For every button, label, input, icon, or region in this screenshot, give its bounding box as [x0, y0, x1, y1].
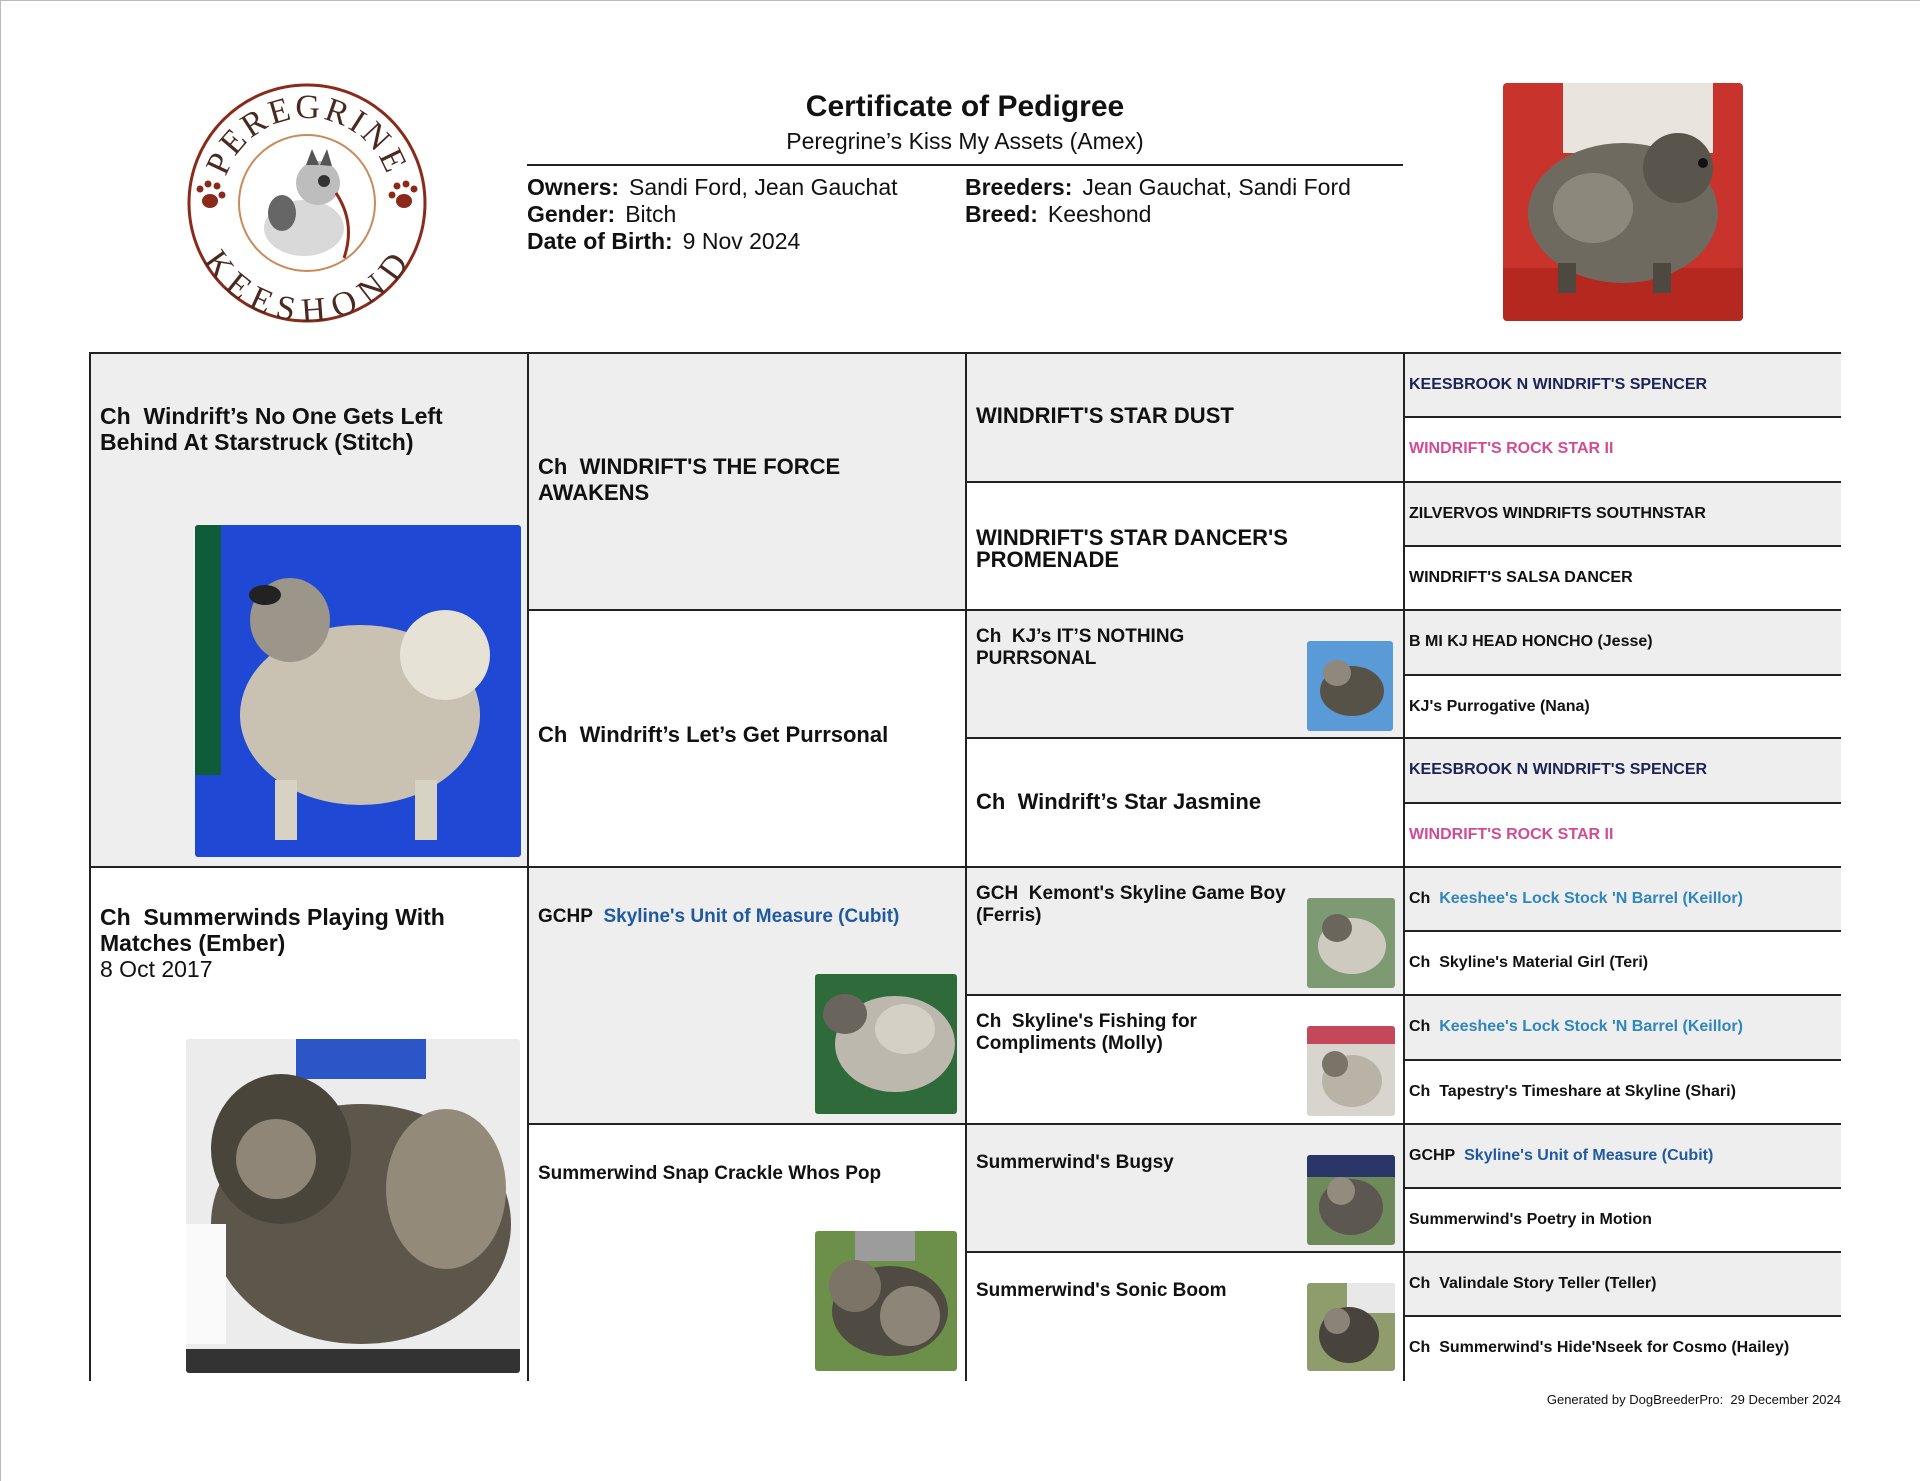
gen4-cell — [1405, 932, 1841, 996]
dog-name: Peregrine’s Kiss My Assets (Amex) — [786, 128, 1144, 154]
gender-label: Gender: — [527, 201, 616, 227]
gen4-cell — [1405, 1061, 1841, 1125]
breeders-value: Jean Gauchat, Sandi Ford — [1082, 174, 1351, 200]
breed-label: Breed: — [965, 201, 1038, 227]
gen3-cell — [967, 1253, 1405, 1381]
breed-value: Keeshond — [1047, 201, 1152, 227]
sire-name: Ch Windrift’s No One Gets Left Behind At Starstruck (Stitch) — [100, 403, 443, 455]
gen2-dam-dam-cell — [529, 1125, 967, 1381]
gen4-name: ZILVERVOS WINDRIFTS SOUTHNSTAR — [1409, 505, 1706, 522]
gen2-name: Ch Windrift’s Let’s Get Purrsonal — [538, 722, 889, 747]
dog-photo — [815, 1231, 957, 1371]
owners-label: Owners: — [527, 174, 620, 200]
owners-value: Sandi Ford, Jean Gauchat — [629, 174, 898, 200]
page-title: Certificate of Pedigree — [805, 90, 1125, 123]
gen4-cell — [1405, 354, 1841, 418]
gen2-name: Ch WINDRIFT'S THE FORCE AWAKENS — [538, 454, 841, 505]
dog-photo — [1307, 1155, 1395, 1245]
gen4-name: B MI KJ HEAD HONCHO (Jesse) — [1409, 633, 1653, 650]
dob-label: Date of Birth: — [527, 228, 673, 254]
gen4-cell — [1405, 547, 1841, 611]
gen4-name: WINDRIFT'S ROCK STAR II — [1409, 826, 1614, 843]
gen3-name: Summerwind's Bugsy — [976, 1152, 1174, 1173]
gen4-cell — [1405, 676, 1841, 739]
gen3-name: WINDRIFT'S STAR DANCER'S PROMENADE — [976, 525, 1288, 572]
certificate-header — [527, 88, 1403, 256]
sire-cell — [91, 354, 529, 868]
gen4-cell — [1405, 996, 1841, 1061]
gen4-name: WINDRIFT'S ROCK STAR II — [1409, 440, 1614, 457]
pedigree-grid — [89, 352, 1841, 1381]
dam-photo — [186, 1039, 520, 1373]
gen4-name: WINDRIFT'S SALSA DANCER — [1409, 569, 1633, 586]
gen4-cell — [1405, 483, 1841, 547]
gen3-cell — [967, 868, 1405, 996]
breeders-label: Breeders: — [965, 174, 1073, 200]
gen3-name: Summerwind's Sonic Boom — [976, 1280, 1227, 1301]
gen3-cell — [967, 483, 1405, 611]
sire-photo — [195, 525, 521, 857]
gen4-cell — [1405, 611, 1841, 676]
gen4-name: Ch Valindale Story Teller (Teller) — [1409, 1275, 1657, 1292]
gen2-sire-sire-cell — [529, 354, 967, 611]
gen4-cell — [1405, 1317, 1841, 1381]
gen4-cell — [1405, 418, 1841, 483]
gen4-name: GCHP Skyline's Unit of Measure (Cubit) — [1409, 1147, 1714, 1164]
dog-photo — [1307, 641, 1393, 731]
gen4-name: Ch Summerwind's Hide'Nseek for Cosmo (Hailey) — [1409, 1339, 1790, 1356]
gen3-name: Ch Skyline's Fishing for Compliments (Molly) — [976, 1011, 1197, 1054]
gen2-name: GCHP Skyline's Unit of Measure (Cubit) — [538, 906, 900, 927]
generated-footer: Generated by DogBreederPro: 29 December 2024 — [1546, 1392, 1841, 1407]
logo-top-text: PEREGRINE — [199, 88, 415, 181]
gen2-dam-sire-cell — [529, 868, 967, 1125]
gen3-name: Ch KJ’s IT’S NOTHING PURRSONAL — [976, 626, 1185, 669]
gen4-name: KEESBROOK N WINDRIFT'S SPENCER — [1409, 761, 1708, 778]
gen4-cell — [1405, 739, 1841, 804]
gen3-cell — [967, 611, 1405, 739]
puppy-photo — [1503, 83, 1743, 321]
gen4-cell — [1405, 868, 1841, 932]
gen2-sire-dam-cell — [529, 611, 967, 868]
dam-cell — [91, 868, 529, 1381]
gen4-cell — [1405, 1125, 1841, 1189]
gender-value: Bitch — [625, 201, 677, 227]
gen4-name: Ch Keeshee's Lock Stock 'N Barrel (Keillor) — [1409, 1018, 1743, 1035]
dog-photo — [815, 974, 957, 1114]
dob-value: 9 Nov 2024 — [682, 228, 801, 254]
gen4-cell — [1405, 1253, 1841, 1317]
gen4-cell — [1405, 1189, 1841, 1253]
logo-bottom-text: KEESHOND — [196, 243, 418, 323]
gen4-cell — [1405, 804, 1841, 868]
gen4-name: Ch Skyline's Material Girl (Teri) — [1409, 954, 1649, 971]
dog-photo — [1307, 1283, 1395, 1371]
dam-name: Ch Summerwinds Playing With Matches (Ember) 8 Oct 2017 — [100, 904, 515, 982]
gen4-name: Ch Tapestry's Timeshare at Skyline (Shari) — [1409, 1083, 1736, 1100]
gen3-cell — [967, 996, 1405, 1125]
gen4-name: Ch Keeshee's Lock Stock 'N Barrel (Keillor) — [1409, 890, 1743, 907]
gen3-cell — [967, 1125, 1405, 1253]
gen3-name: WINDRIFT'S STAR DUST — [976, 403, 1234, 428]
gen4-name: KEESBROOK N WINDRIFT'S SPENCER — [1409, 376, 1708, 393]
gen4-name: KJ's Purrogative (Nana) — [1409, 698, 1590, 715]
dam-dob: 8 Oct 2017 — [100, 956, 213, 982]
gen3-cell — [967, 354, 1405, 483]
gen2-name: Summerwind Snap Crackle Whos Pop — [538, 1163, 882, 1184]
dog-photo — [1307, 1026, 1395, 1116]
gen3-name: GCH Kemont's Skyline Game Boy (Ferris) — [976, 883, 1286, 926]
kennel-logo — [186, 83, 428, 323]
gen4-name: Summerwind's Poetry in Motion — [1409, 1211, 1652, 1228]
gen3-name: Ch Windrift’s Star Jasmine — [976, 789, 1262, 814]
dog-photo — [1307, 898, 1395, 988]
gen3-cell — [967, 739, 1405, 868]
